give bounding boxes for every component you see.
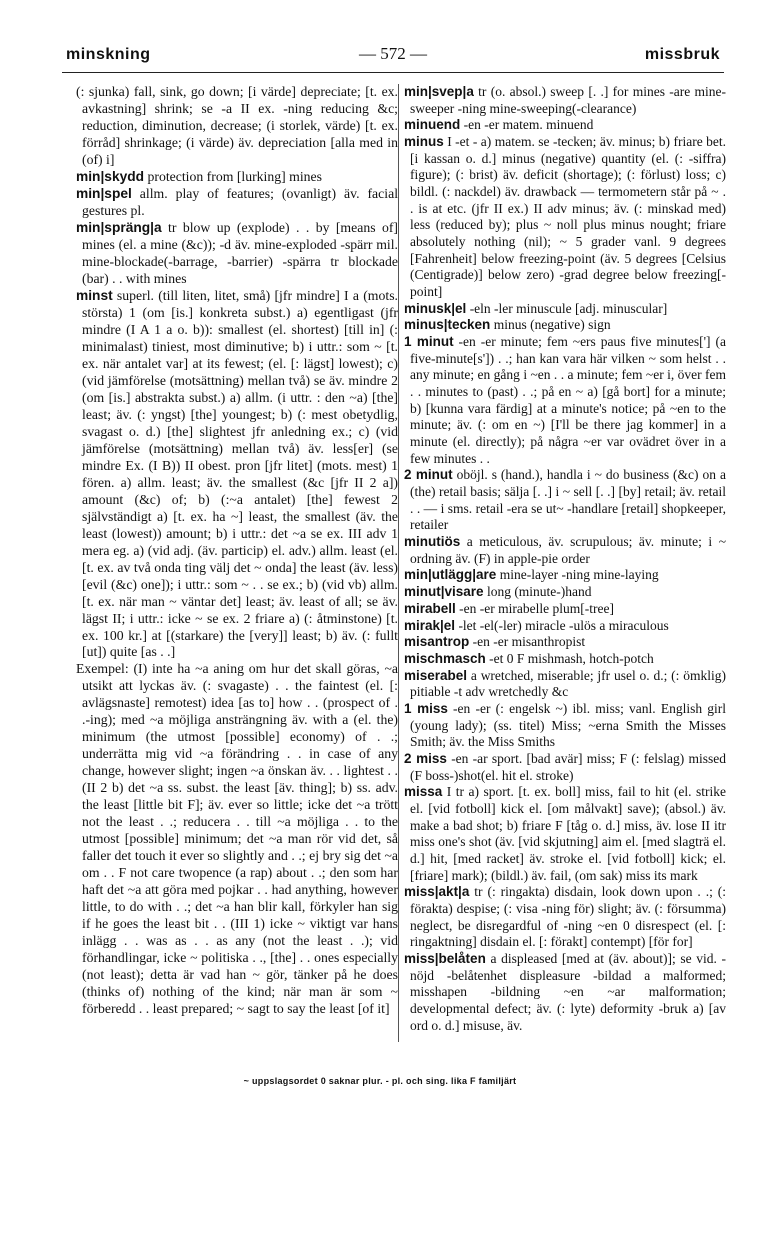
entry-body: mine-layer -ning mine-laying bbox=[499, 567, 659, 583]
dictionary-entry bbox=[76, 84, 398, 169]
entry-headword: minutiös bbox=[404, 534, 461, 550]
entry-body: minus (negative) sign bbox=[493, 317, 611, 333]
entry-headword: minut|visare bbox=[404, 584, 484, 600]
entry-body: -en -er minute; fem ~ers paus five minutes['] (a five-minute[s']) . .; han kan vara här vilken ~ som helst . . any minute; en gång i ~en . . a minute; fem ~er i, över fem . . minutes to (past) . .; på en ~ a) [gå bort] for a minute; b) [kunna vara färdig] at a minute's notice; på ~en to the minute; äv. (: om en ~) [I'll be there jag kommer] in a minute (el. directly); på några ~er var ovädret över in a few minutes . . bbox=[410, 334, 726, 466]
entry-body: a wretched, miserable; jfr usel o. d.; (: ömklig) pitiable -t adv wretchedly &c bbox=[410, 667, 726, 700]
column-divider bbox=[398, 84, 399, 1042]
dictionary-entry bbox=[76, 220, 398, 288]
entry-body: -let -el(-ler) miracle -ulös a miraculous bbox=[458, 617, 669, 633]
entry-headword: missa bbox=[404, 784, 443, 800]
dictionary-entry bbox=[76, 169, 398, 186]
entry-headword: miserabel bbox=[404, 667, 468, 683]
entry-headword: mirak|el bbox=[404, 617, 456, 633]
entry-headword: misantrop bbox=[404, 634, 470, 650]
entry-body: oböjl. s (hand.), handla i ~ do business (&c) on a (the) retail basis; sälja [. .] i ~ sell [. .] [by] retail; äv. retail . . — i sms. retail -era se ut~ -handlare [retail] shopkeeper, retailer bbox=[410, 467, 726, 533]
entry-headword: 1 minut bbox=[404, 334, 454, 350]
entry-body: tr blow up (explode) . . by [means of] mines (el. a mine (&c)); -d äv. mine-exploded -spärr mil. mine-blockade(-barrage, -barrier) -spärra tr blockade (bar) . . with mines bbox=[82, 219, 398, 286]
dictionary-entry bbox=[404, 567, 726, 584]
entry-body: -en -ar sport. [bad avär] miss; F (: felslag) missed (F boss-)shot(el. hit el. stroke) bbox=[410, 750, 727, 783]
entry-body: I -et - a) matem. se -tecken; äv. minus; b) friare bet. [i kassan o. d.] minus (negative) quantity (el. (: -siffra) figure); (: brist) äv. deficit (shortage); (: förlust) loss; c) bildl. (: nackdel) äv. drawback — termometern står på ~ . . is at etc. (jfr II ex.) II adv minus; äv. (: minskad med) less (reduced by); plus ~ noll plus minus nought; friare absolutely nothing (nil); ~ 5 grader vanl. 9 degrees [Fahrenheit] below freezing-point (äv. 5 degrees [Celsius (Centigrade)] below zero) -grad degree below freezing[-point] bbox=[410, 134, 726, 300]
entry-body: a meticulous, äv. scrupulous; äv. minute; i ~ ordning äv. (F) in apple-pie order bbox=[410, 534, 726, 566]
entry-headword: minst bbox=[76, 287, 113, 303]
entry-headword: 2 minut bbox=[404, 467, 453, 483]
entry-body: I tr a) sport. [t. ex. boll] miss, fail to hit (el. strike el. [vid fotboll] kick el. [om målvakt] save); (absol.) äv. make a bad shot; b) friare F [tåg o. d.] miss, äv. lose II itr miss one's shot (äv. [vid skjutning] aim el. [med slagträ el. d.] hit, [med racket] äv. stroke el. [vid fotboll] kick; el. [friare] mark); (bildl.) äv. fail, (om sak) miss its mark bbox=[410, 784, 727, 883]
entry-headword: min|skydd bbox=[76, 168, 145, 184]
entry-body: -en -er misanthropist bbox=[472, 634, 586, 650]
page-footer-legend: ~ uppslagsordet 0 saknar plur. - pl. och sing. lika F familjärt bbox=[243, 1076, 517, 1086]
left-column bbox=[76, 84, 398, 1018]
entry-headword: min|svep|a bbox=[404, 84, 474, 99]
dictionary-entry bbox=[404, 584, 726, 601]
dictionary-entry bbox=[404, 334, 726, 467]
entry-headword: minus|tecken bbox=[404, 317, 491, 333]
dictionary-entry bbox=[404, 317, 726, 334]
entry-headword: miss|akt|a bbox=[404, 884, 470, 900]
entry-body: allm. play of features; (ovanligt) äv. facial gestures pl. bbox=[82, 185, 399, 218]
entry-headword: min|spräng|a bbox=[76, 219, 162, 235]
guide-word-right: missbruk bbox=[644, 46, 720, 63]
dictionary-entry bbox=[76, 661, 398, 1018]
guide-word-left: minskning bbox=[66, 46, 151, 63]
dictionary-entry bbox=[404, 134, 726, 301]
dictionary-entry bbox=[404, 467, 726, 534]
entry-body: a displeased [med at (äv. about)]; se vid. -nöjd -belåtenhet displeasure -bildad a malformed; misshapen -bildning ~en ~ar malformation; developmental defect; äv. (: lyte) deformity -bruk a) [av ord o. d.] misuse, äv. bbox=[410, 950, 727, 1033]
dictionary-entry bbox=[404, 884, 726, 951]
dictionary-entry bbox=[404, 618, 726, 635]
entry-body: Exempel: (I) inte ha ~a aning om hur det skall göras, ~a utsikt att lyckas äv. (: svagaste) . . the faintest (el. [: avlägsnaste] remotest) idea [as to] how . . (prospect of . .-ing); med ~a möjliga ansträngning äv. with a (el. the) minimum (the utmost [possible] economy) of . .; underrätta mig vid ~a förändring . . in case of any change, however slight; ingen ~a önskan äv. . . lightest . . (II 2 b) det ~a ss. subst. the least [äv. thing]; b) ss. adv. the least [little bit F]; äv. ever so little; icke det ~a trött not the least . .; reducera . . till ~a möjliga . . to the utmost [possible] minimum; det ~a man rör vid det, så faller det touch it ever so slightly and . .; ej bry sig det ~a om . . F not care twopence (a rap) about . .; den som har haft det ~a att göra med pojkar . . had anything, however little, to do with . .; det ~a han blir kall, förkyler han sig if he goes the least bit . . (III 1) icke ~ viktigt var hans inlägg . . was as . . as any (not the least . .); vid förhandlingar, icke ~ politiska . ., [the] . . ones especially (not least); detta är vad han ~ gör, tänker på he does (thinks of) nothing of the kind; när man är som ~ förberedd . . least prepared; ~ sagt to say the least [of it] bbox=[76, 661, 398, 1017]
entry-body: -eln -ler minuscule [adj. minuscular] bbox=[469, 300, 668, 316]
dictionary-entry bbox=[404, 634, 726, 651]
entry-body: protection from [lurking] mines bbox=[147, 168, 322, 184]
entry-headword: mirabell bbox=[404, 600, 456, 616]
dictionary-entry bbox=[76, 186, 398, 220]
dictionary-entry bbox=[404, 84, 726, 117]
page-header bbox=[62, 40, 724, 73]
dictionary-entry bbox=[404, 784, 726, 884]
dictionary-entry bbox=[404, 601, 726, 618]
dictionary-entry bbox=[404, 701, 726, 751]
dictionary-entry bbox=[404, 951, 726, 1034]
entry-headword: minusk|el bbox=[404, 300, 467, 316]
dictionary-entry bbox=[404, 534, 726, 567]
entry-body: -en -er (: engelsk ~) ibl. miss; vanl. English girl (young lady); (ss. titel) Miss; ~erna Smith the Misses Smith; äv. the Miss Smiths bbox=[410, 700, 727, 750]
dictionary-entry bbox=[404, 651, 726, 668]
dictionary-entry bbox=[404, 668, 726, 701]
entry-headword: min|spel bbox=[76, 185, 132, 201]
entry-body: long (minute-)hand bbox=[486, 584, 592, 600]
entry-body: -en -er mirabelle plum[-tree] bbox=[459, 600, 614, 616]
page-number: — 572 — bbox=[359, 44, 427, 63]
entry-headword: mischmasch bbox=[404, 650, 486, 666]
entry-body: (: sjunka) fall, sink, go down; [i värde] depreciate; [t. ex. avkastning] shrink; se -a II ex. -ning reducing &c; reduction, diminution, decrease; (i storlek, värde) [t. ex. förråd] shrinkage; (i värde) äv. depreciation [alla med in (of) i] bbox=[76, 84, 398, 167]
entry-headword: 2 miss bbox=[404, 750, 447, 766]
entry-body: -et 0 F mishmash, hotch-potch bbox=[489, 650, 654, 666]
entry-headword: minus bbox=[404, 134, 444, 150]
entry-body: superl. (till liten, litet, små) [jfr mindre] I a (mots. största) 1 (om [is.] konkreta subst.) a) egentligast (jfr mindre (I A 1 a o. b)): smallest (el. shortest) [till in] (: minimalast) tiniest, most diminutive; b) i uttr.: som ~ [t. ex. när antalet var] at its fewest; (el. [: lägst] lowest); c) (vid jämförelse (motsättning) mellan två) se äv. mindre 2 (om [is.] abstrakta subst.) a) allm. (i uttr. : den ~a) [the] least; äv. (: yngst) [the] youngest; b) (: mest obetydlig, svagast o. d.) [the] slightest jfr anledning ex.; c) (vid jämförelse (motsättning) mellan två) äv. less[er] (se mindre Ex. (I B)) II obest. pron [jfr litet] (mots. mest) 1 fören. a) allm. least; äv. the smallest (&c [jfr II 2 a]) amount (&c) of; b) (:~a antalet) [the] fewest 2 självständigt a) [t. ex. ha ~] least, the smallest (äv. the least (lowest)) amount; b) i uttr.: det ~a se ex. III adv 1 mera eg. a) (vid adj. (äv. particip) el. adv.) allm. least (el. [t. ex. av två onda ting välj det ~ onda] the least (äv. less) [evil (&c) one]); i uttr.: som ~ . . se ex.; b) (vid vb) allm. [t. ex. när man ~ väntar det] least; äv. least of all; se äv. lägst II; i uttr.: icke ~ se ex. 2 friare a) (: åtminstone) [t. ex. 100 kr.] at [(starkare) the [very]] least; b) äv. (: fullt [ut]) quite [as . .] bbox=[82, 287, 398, 660]
entry-headword: minuend bbox=[404, 117, 461, 133]
dictionary-entry bbox=[404, 751, 726, 784]
entry-headword: miss|belåten bbox=[404, 950, 486, 966]
entry-headword: min|utlägg|are bbox=[404, 567, 497, 583]
dictionary-entry bbox=[404, 117, 726, 134]
entry-body: -en -er matem. minuend bbox=[463, 117, 594, 133]
entry-headword: 1 miss bbox=[404, 700, 448, 716]
entry-body: tr (: ringakta) disdain, look down upon . .; (: förakta) despise; (: visa -ning för) slight; äv. (: försumma) neglect, be disregardful of -ning ~en 0 disrespect (el. [: ringaktning] disdain el. [: förakt] contempt) [för for] bbox=[410, 884, 727, 950]
dictionary-entry bbox=[76, 288, 398, 662]
dictionary-entry bbox=[404, 301, 726, 318]
right-column bbox=[404, 84, 726, 1034]
entry-body: tr (o. absol.) sweep [. .] for mines -are mine-sweeper -ning mine-sweeping(-clearance) bbox=[410, 84, 727, 116]
